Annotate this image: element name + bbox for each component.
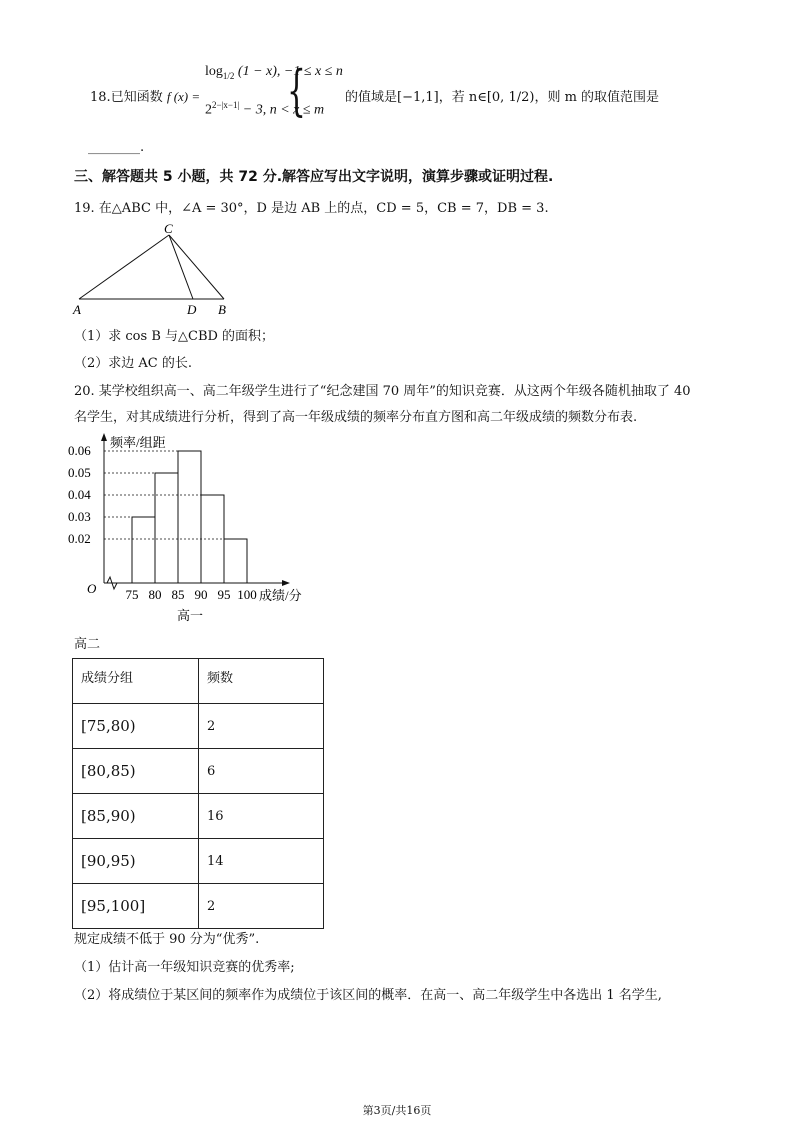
histogram-bar bbox=[178, 451, 201, 583]
q20-part-1: （1）估计高一年级知识竞赛的优秀率; bbox=[74, 960, 295, 975]
question-19: 19. 在△ABC 中，∠A = 30°，D 是边 AB 上的点，CD = 5，CB = 7，DB = 3. bbox=[74, 201, 549, 216]
x-axis-label: 成绩/分 bbox=[259, 588, 302, 603]
y-tick-label: 0.03 bbox=[68, 509, 91, 524]
cell-group: [80,85) bbox=[73, 749, 199, 794]
table-row bbox=[73, 704, 324, 749]
table-row bbox=[73, 749, 324, 794]
x-tick-label: 95 bbox=[217, 587, 231, 602]
grade-2-label: 高二 bbox=[74, 637, 101, 652]
histogram bbox=[60, 428, 320, 628]
cell-count: 2 bbox=[199, 884, 324, 929]
cell-count: 6 bbox=[199, 749, 324, 794]
cell-group: [95,100] bbox=[73, 884, 199, 929]
cell-count: 14 bbox=[199, 839, 324, 884]
cell-count: 2 bbox=[199, 704, 324, 749]
x-axis-arrow bbox=[282, 580, 290, 586]
chart-title: 高一 bbox=[177, 608, 204, 623]
page-footer: 第3页/共16页 bbox=[362, 1104, 432, 1117]
cell-group: [90,95) bbox=[73, 839, 199, 884]
side-ac bbox=[79, 235, 169, 299]
q18-stem: 18.已知函数 f (x) = bbox=[90, 89, 201, 105]
q18-case-1: $\log_{1/2} (1 - x)$, −1 ≤ x ≤ n bbox=[205, 64, 343, 81]
x-tick-label: 80 bbox=[148, 587, 162, 602]
y-axis-arrow bbox=[101, 433, 107, 441]
table-row bbox=[73, 839, 324, 884]
header-count: 频数 bbox=[199, 659, 324, 704]
x-tick-label: 85 bbox=[171, 587, 185, 602]
q18-case-2: $2^{2-|x-1|} - 3$, n < x ≤ m bbox=[205, 100, 325, 118]
x-tick-label: 100 bbox=[237, 587, 257, 602]
origin-label: O bbox=[87, 581, 97, 596]
label-a: A bbox=[73, 302, 81, 317]
cell-group: [75,80) bbox=[73, 704, 199, 749]
segment-cd bbox=[169, 235, 193, 299]
cell-count: 16 bbox=[199, 794, 324, 839]
label-b: B bbox=[218, 302, 226, 317]
answer-blank: ________. bbox=[88, 140, 145, 155]
histogram-bar bbox=[224, 539, 247, 583]
table-row bbox=[73, 884, 324, 929]
y-tick-label: 0.04 bbox=[68, 487, 91, 502]
frequency-table bbox=[72, 658, 324, 929]
label-d: D bbox=[187, 302, 197, 317]
y-tick-label: 0.05 bbox=[68, 465, 91, 480]
y-tick-label: 0.06 bbox=[68, 443, 91, 458]
x-tick-label: 90 bbox=[194, 587, 208, 602]
y-tick-label: 0.02 bbox=[68, 531, 91, 546]
q18-tail: 的值域是[−1,1]，若 n∈[0, 1/2)，则 m 的取值范围是 bbox=[345, 90, 660, 105]
label-c: C bbox=[164, 221, 173, 236]
table-row bbox=[73, 794, 324, 839]
q20-part-2: （2）将成绩位于某区间的频率作为成绩位于该区间的概率．在高一、高二年级学生中各选出 1 名学生, bbox=[74, 988, 662, 1003]
excellence-rule: 规定成绩不低于 90 分为“优秀”. bbox=[74, 932, 260, 947]
question-20-line-1: 20. 某学校组织高一、高二年级学生进行了“纪念建国 70 周年”的知识竞赛．从这两个年级各随机抽取了 40 bbox=[74, 384, 691, 399]
header-group: 成绩分组 bbox=[73, 659, 199, 704]
q19-part-1: （1）求 cos B 与△CBD 的面积； bbox=[74, 329, 275, 344]
piecewise-brace: { bbox=[287, 59, 306, 122]
histogram-bar bbox=[155, 473, 178, 583]
x-tick-label: 75 bbox=[125, 587, 139, 602]
y-axis-label: 频率/组距 bbox=[110, 435, 166, 450]
side-cb bbox=[169, 235, 224, 299]
question-20-line-2: 名学生，对其成绩进行分析，得到了高一年级成绩的频率分布直方图和高二年级成绩的频数分布表. bbox=[74, 410, 638, 425]
question-18 bbox=[90, 59, 710, 124]
section-heading: 三、解答题共 5 小题，共 72 分.解答应写出文字说明，演算步骤或证明过程. bbox=[74, 169, 554, 185]
triangle-figure bbox=[70, 220, 240, 320]
cell-group: [85,90) bbox=[73, 794, 199, 839]
table-header-row bbox=[73, 659, 324, 704]
q19-part-2: （2）求边 AC 的长. bbox=[74, 356, 193, 371]
histogram-bar bbox=[132, 517, 155, 583]
